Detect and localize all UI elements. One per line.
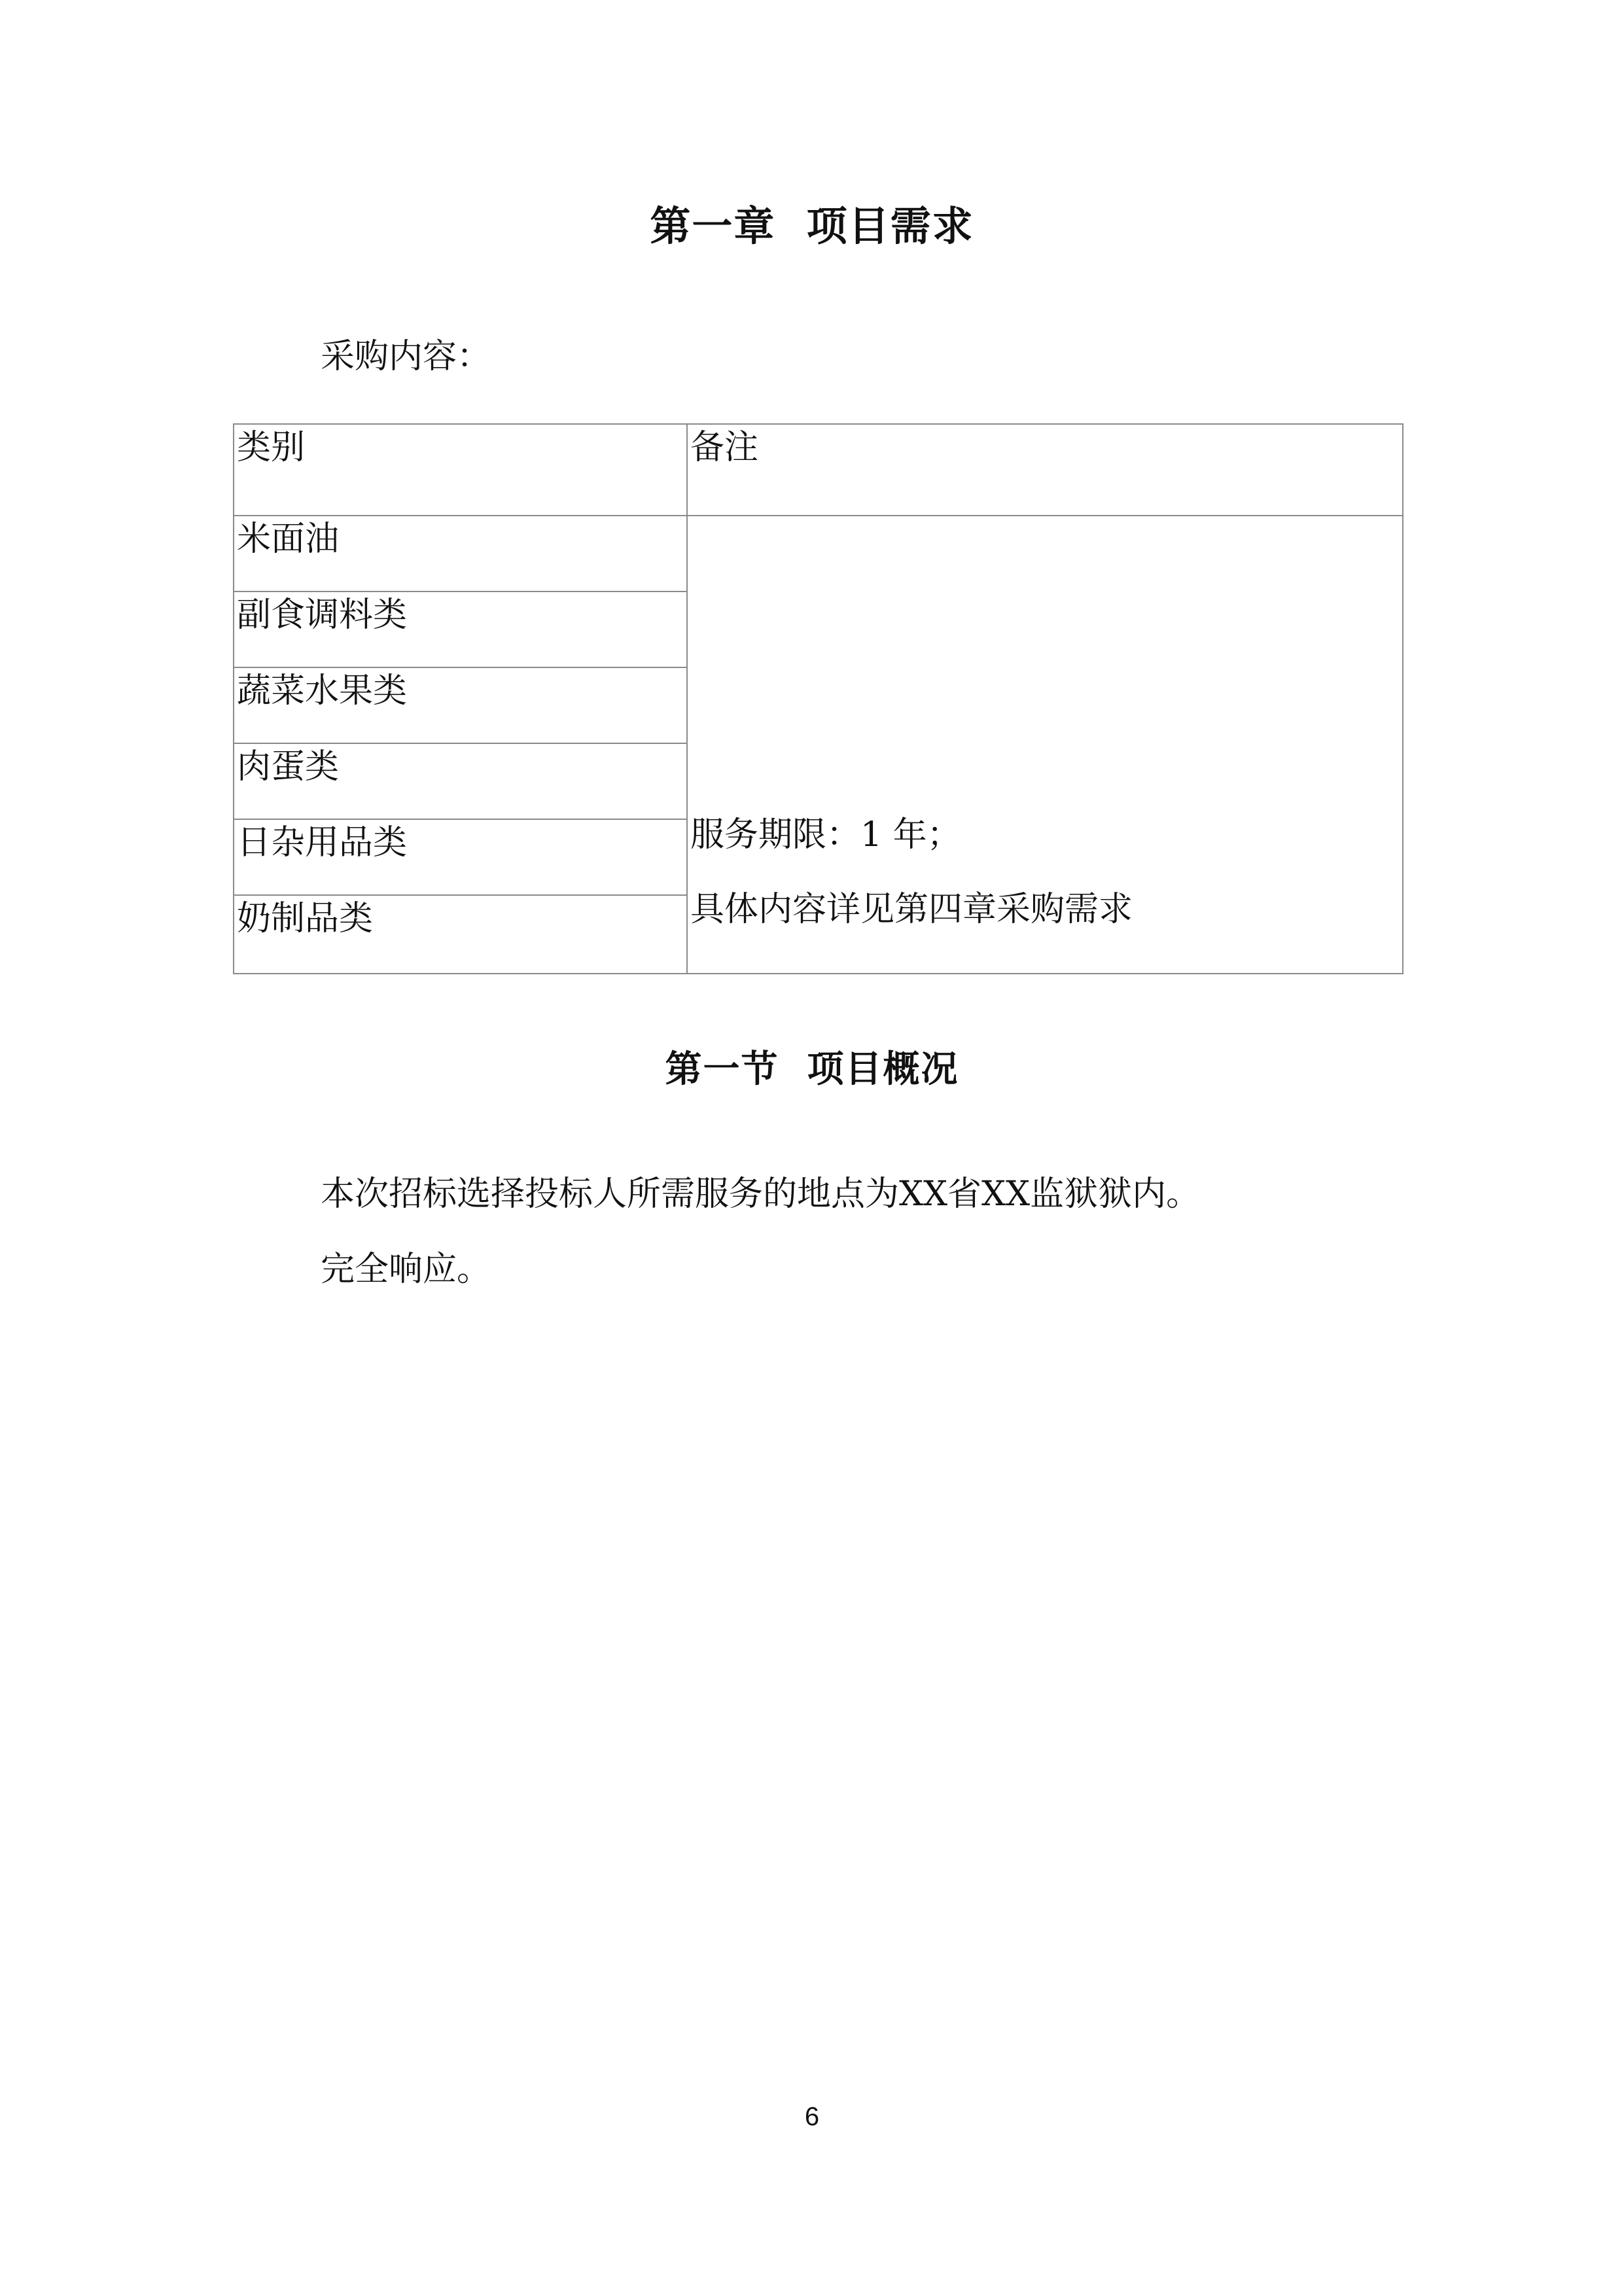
paragraph: 本次招标选择投标人所需服务的地点为XX省XX监狱狱内。 — [321, 1174, 1201, 1214]
category-cell: 日杂用品类 — [234, 819, 687, 895]
chapter-title: 第一章 项目需求 — [650, 202, 974, 250]
header-notes: 备注 — [687, 424, 1403, 516]
procurement-content-label: 采购内容： — [321, 337, 491, 376]
procurement-table — [233, 423, 1403, 974]
page-number: 6 — [804, 2102, 820, 2131]
category-cell: 奶制品类 — [234, 895, 687, 974]
category-cell: 蔬菜水果类 — [234, 667, 687, 743]
notes-cell — [687, 516, 1403, 974]
service-period-text: 服务期限：1 年； — [690, 815, 961, 855]
section-title: 第一节 项目概况 — [665, 1048, 959, 1091]
table-row — [234, 516, 1403, 592]
header-category: 类别 — [234, 424, 687, 516]
category-cell: 米面油 — [234, 516, 687, 592]
details-reference-text: 具体内容详见第四章采购需求 — [690, 890, 1133, 929]
paragraph: 完全响应。 — [321, 1250, 491, 1289]
category-cell: 肉蛋类 — [234, 743, 687, 819]
category-cell: 副食调料类 — [234, 592, 687, 667]
table-header-row — [234, 424, 1403, 516]
